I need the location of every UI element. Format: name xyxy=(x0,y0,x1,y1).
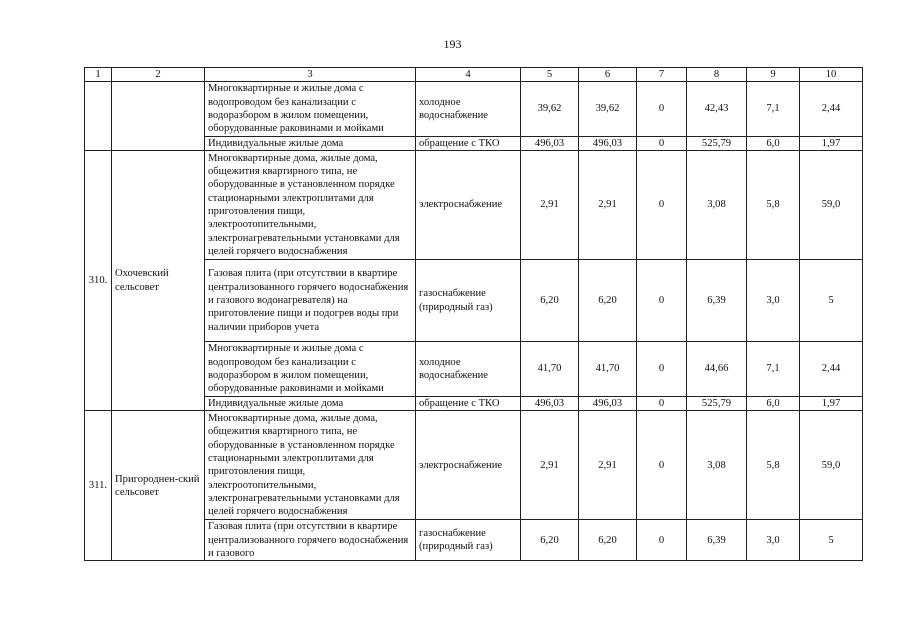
housing-description: Газовая плита (при отсутствии в квартире централизованного горячего водоснабжения и газового водонагревателя) на приготовление пищи и подогрев воды при наличии приборов учета xyxy=(205,260,416,342)
value-col10: 1,97 xyxy=(800,397,863,411)
value-col6: 41,70 xyxy=(579,342,637,397)
table-row xyxy=(85,151,863,260)
value-col9: 5,8 xyxy=(747,151,800,260)
page-number: 193 xyxy=(443,37,462,51)
col-header: 1 xyxy=(85,68,112,82)
settlement-name: Пригороднен-ский сельсовет xyxy=(112,411,205,561)
value-col7: 0 xyxy=(637,411,687,520)
value-col10: 2,44 xyxy=(800,342,863,397)
row-number: 310. xyxy=(85,151,112,411)
row-number xyxy=(85,82,112,151)
value-col7: 0 xyxy=(637,136,687,150)
value-col6: 6,20 xyxy=(579,260,637,342)
value-col7: 0 xyxy=(637,520,687,561)
service-type: обращение с ТКО xyxy=(416,136,521,150)
row-number: 311. xyxy=(85,411,112,561)
value-col5: 6,20 xyxy=(521,260,579,342)
value-col9: 7,1 xyxy=(747,342,800,397)
value-col8: 525,79 xyxy=(687,397,747,411)
value-col9: 5,8 xyxy=(747,411,800,520)
col-header: 7 xyxy=(637,68,687,82)
table-row xyxy=(85,411,863,520)
service-type: электроснабжение xyxy=(416,151,521,260)
value-col8: 6,39 xyxy=(687,260,747,342)
housing-description: Многоквартирные и жилые дома с водопроводом без канализации с водоразбором в жилом помещении, оборудованные раковинами и мойками xyxy=(205,82,416,136)
service-type: обращение с ТКО xyxy=(416,397,521,411)
housing-description: Газовая плита (при отсутствии в квартире централизованного горячего водоснабжения и газового xyxy=(205,520,416,561)
settlement-name xyxy=(112,82,205,151)
service-type: электроснабжение xyxy=(416,411,521,520)
value-col6: 39,62 xyxy=(579,82,637,136)
value-col5: 496,03 xyxy=(521,397,579,411)
value-col5: 496,03 xyxy=(521,136,579,150)
value-col10: 2,44 xyxy=(800,82,863,136)
value-col8: 44,66 xyxy=(687,342,747,397)
value-col7: 0 xyxy=(637,151,687,260)
value-col5: 6,20 xyxy=(521,520,579,561)
tariff-table xyxy=(84,67,863,561)
col-header: 8 xyxy=(687,68,747,82)
settlement-name: Охочевский сельсовет xyxy=(112,151,205,411)
value-col10: 59,0 xyxy=(800,151,863,260)
col-header: 2 xyxy=(112,68,205,82)
value-col10: 1,97 xyxy=(800,136,863,150)
value-col7: 0 xyxy=(637,342,687,397)
value-col6: 2,91 xyxy=(579,411,637,520)
value-col5: 2,91 xyxy=(521,411,579,520)
housing-description: Индивидуальные жилые дома xyxy=(205,136,416,150)
service-type: холодное водоснабжение xyxy=(416,342,521,397)
table-row xyxy=(85,82,863,136)
col-header: 6 xyxy=(579,68,637,82)
value-col9: 3,0 xyxy=(747,520,800,561)
value-col7: 0 xyxy=(637,397,687,411)
value-col10: 5 xyxy=(800,520,863,561)
col-header: 10 xyxy=(800,68,863,82)
service-type: холодное водоснабжение xyxy=(416,82,521,136)
value-col8: 42,43 xyxy=(687,82,747,136)
value-col9: 6,0 xyxy=(747,136,800,150)
value-col10: 5 xyxy=(800,260,863,342)
value-col5: 41,70 xyxy=(521,342,579,397)
value-col8: 6,39 xyxy=(687,520,747,561)
header-row xyxy=(85,68,863,82)
housing-description: Многоквартирные и жилые дома с водопроводом без канализации с водоразбором в жилом помещении, оборудованные раковинами и мойками xyxy=(205,342,416,397)
value-col7: 0 xyxy=(637,82,687,136)
service-type: газоснабжение (природный газ) xyxy=(416,520,521,561)
housing-description: Многоквартирные дома, жилые дома, общежития квартирного типа, не оборудованные в установленном порядке стационарными электроплитами для приготовления пищи, электроотопительными, электронагревательными установками для целей горячего водоснабжения xyxy=(205,411,416,520)
value-col6: 6,20 xyxy=(579,520,637,561)
col-header: 4 xyxy=(416,68,521,82)
value-col7: 0 xyxy=(637,260,687,342)
value-col8: 3,08 xyxy=(687,151,747,260)
service-type: газоснабжение (природный газ) xyxy=(416,260,521,342)
value-col9: 7,1 xyxy=(747,82,800,136)
col-header: 9 xyxy=(747,68,800,82)
value-col5: 2,91 xyxy=(521,151,579,260)
value-col9: 3,0 xyxy=(747,260,800,342)
value-col9: 6,0 xyxy=(747,397,800,411)
housing-description: Многоквартирные дома, жилые дома, общежития квартирного типа, не оборудованные в установленном порядке стационарными электроплитами для приготовления пищи, электроотопительными, электронагревательными установками для целей горячего водоснабжения xyxy=(205,151,416,260)
value-col5: 39,62 xyxy=(521,82,579,136)
housing-description: Индивидуальные жилые дома xyxy=(205,397,416,411)
value-col6: 2,91 xyxy=(579,151,637,260)
col-header: 5 xyxy=(521,68,579,82)
value-col8: 3,08 xyxy=(687,411,747,520)
value-col8: 525,79 xyxy=(687,136,747,150)
value-col10: 59,0 xyxy=(800,411,863,520)
col-header: 3 xyxy=(205,68,416,82)
value-col6: 496,03 xyxy=(579,136,637,150)
value-col6: 496,03 xyxy=(579,397,637,411)
